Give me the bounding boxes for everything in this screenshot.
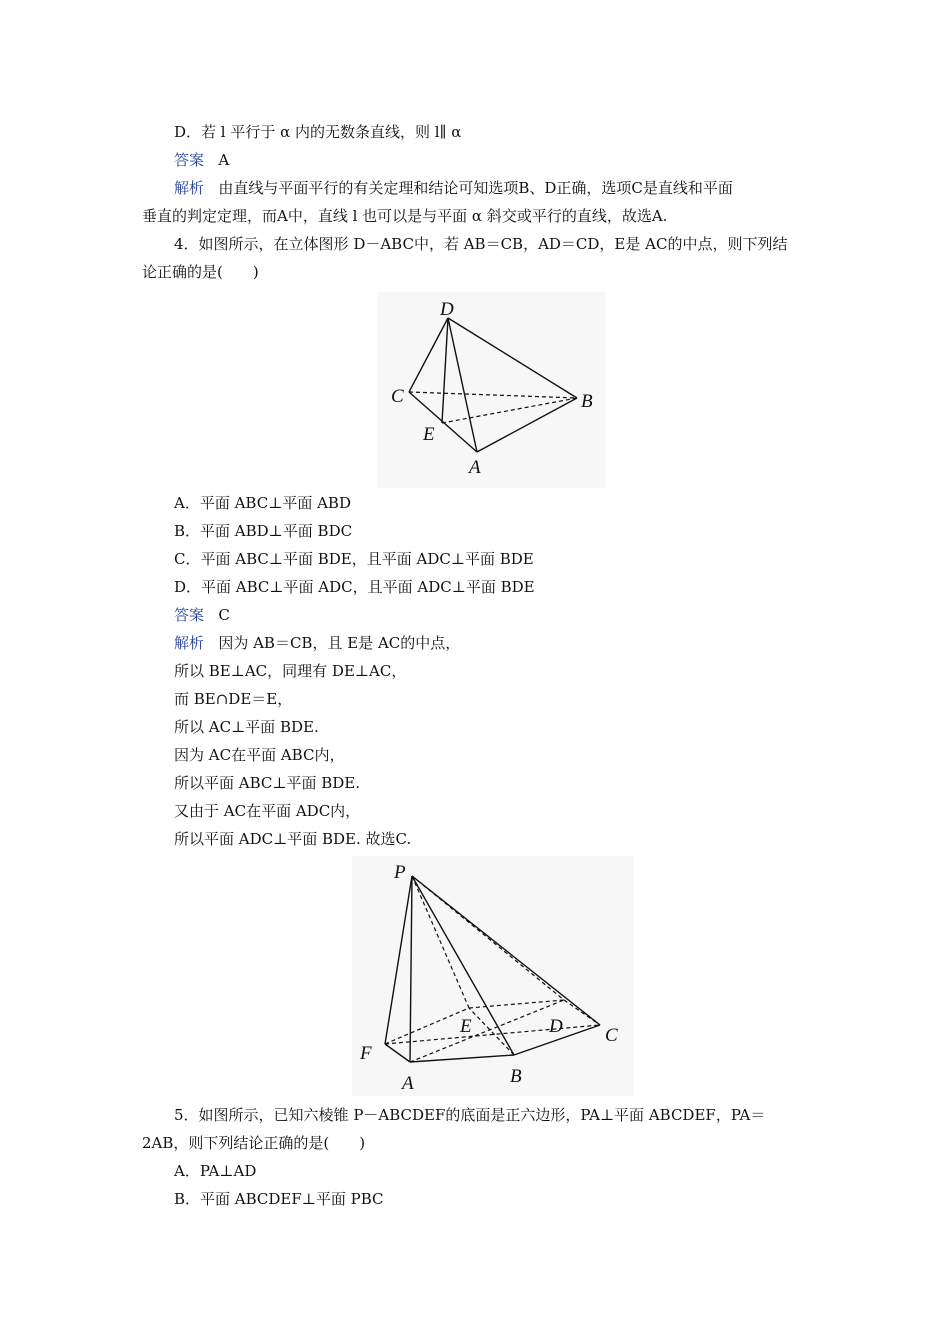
label-C: C (391, 386, 404, 407)
edge-FA (385, 1044, 410, 1062)
q4-option-d: D．平面 ABC⊥平面 ADC，且平面 ADC⊥平面 BDE (174, 578, 535, 596)
edge-PA (410, 876, 412, 1062)
q5-option-b: B．平面 ABCDEF⊥平面 PBC (174, 1190, 384, 1208)
edge-PE-dashed (412, 876, 469, 1008)
q4-stem-line-1: 4．如图所示，在立体图形 D－ABC中，若 AB＝CB，AD＝CD，E是 AC的中点，则下列结 (174, 235, 788, 253)
label-P: P (394, 862, 406, 883)
edge-CB-dashed (409, 392, 577, 398)
answer-label: 答案 (174, 151, 205, 169)
q3-analysis-line-1 (174, 178, 733, 198)
edge-DC-dashed (564, 1000, 600, 1025)
label-E: E (423, 424, 435, 445)
tetrahedron-diagram (377, 292, 605, 488)
label-C: C (605, 1025, 618, 1046)
edge-DB (448, 318, 577, 398)
edge-FC-dashed (385, 1025, 600, 1044)
edge-FE-dashed (385, 1008, 469, 1044)
analysis-label: 解析 (174, 634, 205, 652)
analysis-label: 解析 (174, 179, 205, 197)
q4-analysis-line-1 (174, 633, 460, 653)
q3-answer (174, 150, 229, 170)
edge-DE (442, 318, 448, 423)
edge-AD-dashed (410, 1000, 564, 1062)
q5-option-a: A．PA⊥AD (174, 1162, 257, 1180)
answer-value: A (218, 151, 230, 169)
analysis-text: 由直线与平面平行的有关定理和结论可知选项B、D正确，选项C是直线和平面 (218, 179, 733, 197)
label-E: E (460, 1016, 472, 1037)
tetrahedron-figure (377, 292, 605, 488)
q5-stem-line-1: 5．如图所示，已知六棱锥 P－ABCDEF的底面是正六边形，PA⊥平面 ABCDEF，PA＝ (174, 1106, 766, 1124)
q4-analysis-line-7: 又由于 AC在平面 ADC内， (174, 802, 361, 820)
q4-analysis-line-8: 所以平面 ADC⊥平面 BDE. 故选C. (174, 830, 412, 848)
q4-analysis-line-2: 所以 BE⊥AC，同理有 DE⊥AC， (174, 662, 407, 680)
label-B: B (581, 391, 593, 412)
q4-analysis-line-5: 因为 AC在平面 ABC内， (174, 746, 345, 764)
edge-DC (409, 318, 448, 392)
edge-PF (385, 876, 412, 1044)
label-A: A (469, 457, 481, 478)
q4-analysis-line-3: 而 BE∩DE＝E， (174, 690, 293, 708)
q4-option-b: B．平面 ABD⊥平面 BDC (174, 522, 353, 540)
label-B: B (510, 1066, 522, 1087)
answer-label: 答案 (174, 606, 205, 624)
q3-option-d: D．若 l 平行于 α 内的无数条直线，则 l∥ α (174, 123, 462, 141)
hexagonal-pyramid-diagram (352, 856, 634, 1096)
analysis-text: 因为 AB＝CB，且 E是 AC的中点， (218, 634, 461, 652)
q3-analysis-line-2: 垂直的判定定理，而A中，直线 l 也可以是与平面 α 斜交或平行的直线，故选A. (142, 207, 668, 225)
label-A: A (402, 1073, 414, 1094)
q4-analysis-line-6: 所以平面 ABC⊥平面 BDE. (174, 774, 361, 792)
label-F: F (360, 1043, 372, 1064)
answer-value: C (218, 606, 230, 624)
q4-analysis-line-4: 所以 AC⊥平面 BDE. (174, 718, 319, 736)
q4-option-a: A．平面 ABC⊥平面 ABD (174, 494, 351, 512)
q4-stem-line-2: 论正确的是( ) (142, 263, 259, 281)
q4-answer (174, 605, 230, 625)
edge-AB (477, 398, 577, 452)
edge-DA (448, 318, 477, 452)
label-D: D (440, 299, 454, 320)
q4-option-c: C．平面 ABC⊥平面 BDE，且平面 ADC⊥平面 BDE (174, 550, 534, 568)
q5-stem-line-2: 2AB，则下列结论正确的是( ) (142, 1134, 366, 1152)
edge-EB-dashed (442, 398, 577, 423)
label-D: D (549, 1016, 563, 1037)
hexagonal-pyramid-figure (352, 856, 634, 1096)
edge-PD-dashed (412, 876, 564, 1000)
